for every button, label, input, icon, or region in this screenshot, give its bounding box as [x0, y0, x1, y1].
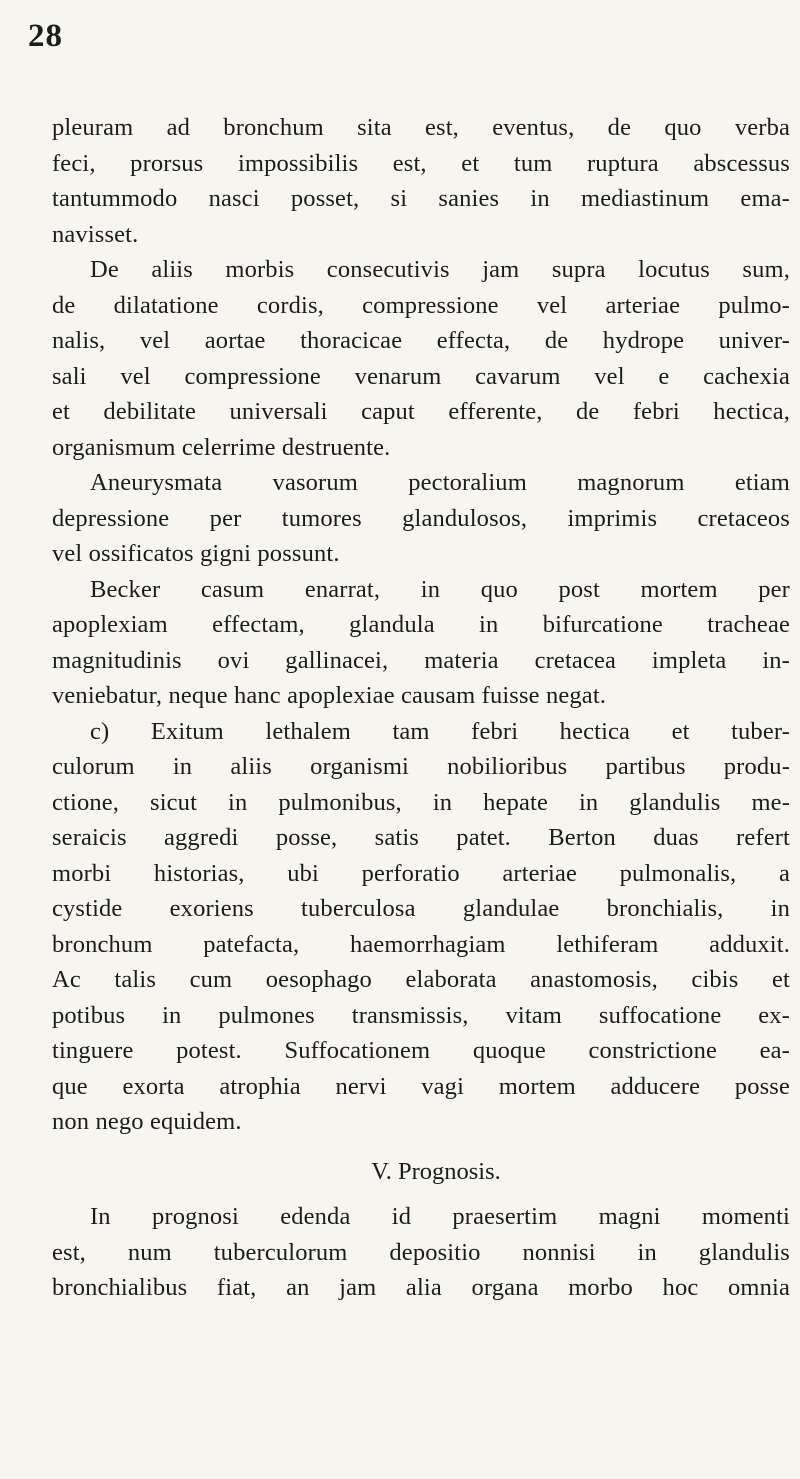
text-line: non nego equidem.	[52, 1108, 242, 1135]
text-line: morbi historias, ubi perforatio arteriae pulmonalis, a	[52, 859, 790, 887]
text-line: de dilatatione cordis, compressione vel arteriae pulmo-	[52, 291, 790, 319]
text-line: seraicis aggredi posse, satis patet. Berton duas refert	[52, 824, 790, 851]
text-line: bronchum patefacta, haemorrhagiam lethiferam adduxit.	[52, 930, 790, 958]
paragraph	[52, 572, 790, 714]
text-line: tantummodo nasci posset, si sanies in mediastinum ema-	[52, 185, 790, 212]
text-line: organismum celerrime destruente.	[52, 433, 391, 461]
text-line: pleuram ad bronchum sita est, eventus, de quo verba	[52, 114, 790, 141]
section-heading: V. Prognosis.	[371, 1157, 501, 1185]
text-line: nalis, vel aortae thoracicae effecta, de hydrope univer-	[52, 327, 790, 354]
paragraph	[52, 1199, 790, 1306]
text-line: apoplexiam effectam, glandula in bifurcatione tracheae	[52, 611, 790, 638]
text-line: sali vel compressione venarum cavarum vel e cachexia	[52, 362, 790, 390]
text-line: et debilitate universali caput efferente, de febri hectica,	[52, 398, 790, 425]
text-line: potibus in pulmones transmissis, vitam suffocatione ex-	[52, 1001, 790, 1029]
text-line: depressione per tumores glandulosos, imprimis cretaceos	[52, 504, 790, 532]
text-line: In prognosi edenda id praesertim magni momenti	[90, 1203, 790, 1230]
text-line: bronchialibus fiat, an jam alia organa morbo hoc omnia	[52, 1274, 790, 1301]
text-line: culorum in aliis organismi nobilioribus partibus produ-	[52, 753, 790, 780]
body-text	[52, 110, 790, 1306]
paragraph	[52, 110, 790, 252]
text-line: navisset.	[52, 220, 139, 248]
text-line: magnitudinis ovi gallinacei, materia cretacea impleta in-	[52, 646, 790, 674]
text-line: feci, prorsus impossibilis est, et tum ruptura abscessus	[52, 149, 790, 177]
text-line: ctione, sicut in pulmonibus, in hepate in glandulis me-	[52, 788, 790, 816]
page-number: 28	[28, 18, 63, 54]
text-line: c) Exitum lethalem tam febri hectica et tuber-	[90, 717, 790, 745]
paragraph	[52, 714, 790, 1140]
text-line: est, num tuberculorum depositio nonnisi in glandulis	[52, 1238, 790, 1266]
text-line: Becker casum enarrat, in quo post mortem per	[90, 575, 790, 603]
text-line: veniebatur, neque hanc apoplexiae causam fuisse negat.	[52, 682, 607, 709]
paragraph	[52, 252, 790, 465]
text-line: tinguere potest. Suffocationem quoque constrictione ea-	[52, 1037, 790, 1064]
text-line: vel ossificatos gigni possunt.	[52, 540, 340, 567]
text-line: que exorta atrophia nervi vagi mortem adducere posse	[52, 1072, 790, 1100]
paragraph	[52, 465, 790, 572]
text-line: cystide exoriens tuberculosa glandulae bronchialis, in	[52, 895, 790, 922]
text-line: Aneurysmata vasorum pectoralium magnorum etiam	[90, 469, 790, 496]
text-line: Ac talis cum oesophago elaborata anastomosis, cibis et	[52, 966, 790, 993]
text-line: De aliis morbis consecutivis jam supra locutus sum,	[90, 256, 790, 283]
